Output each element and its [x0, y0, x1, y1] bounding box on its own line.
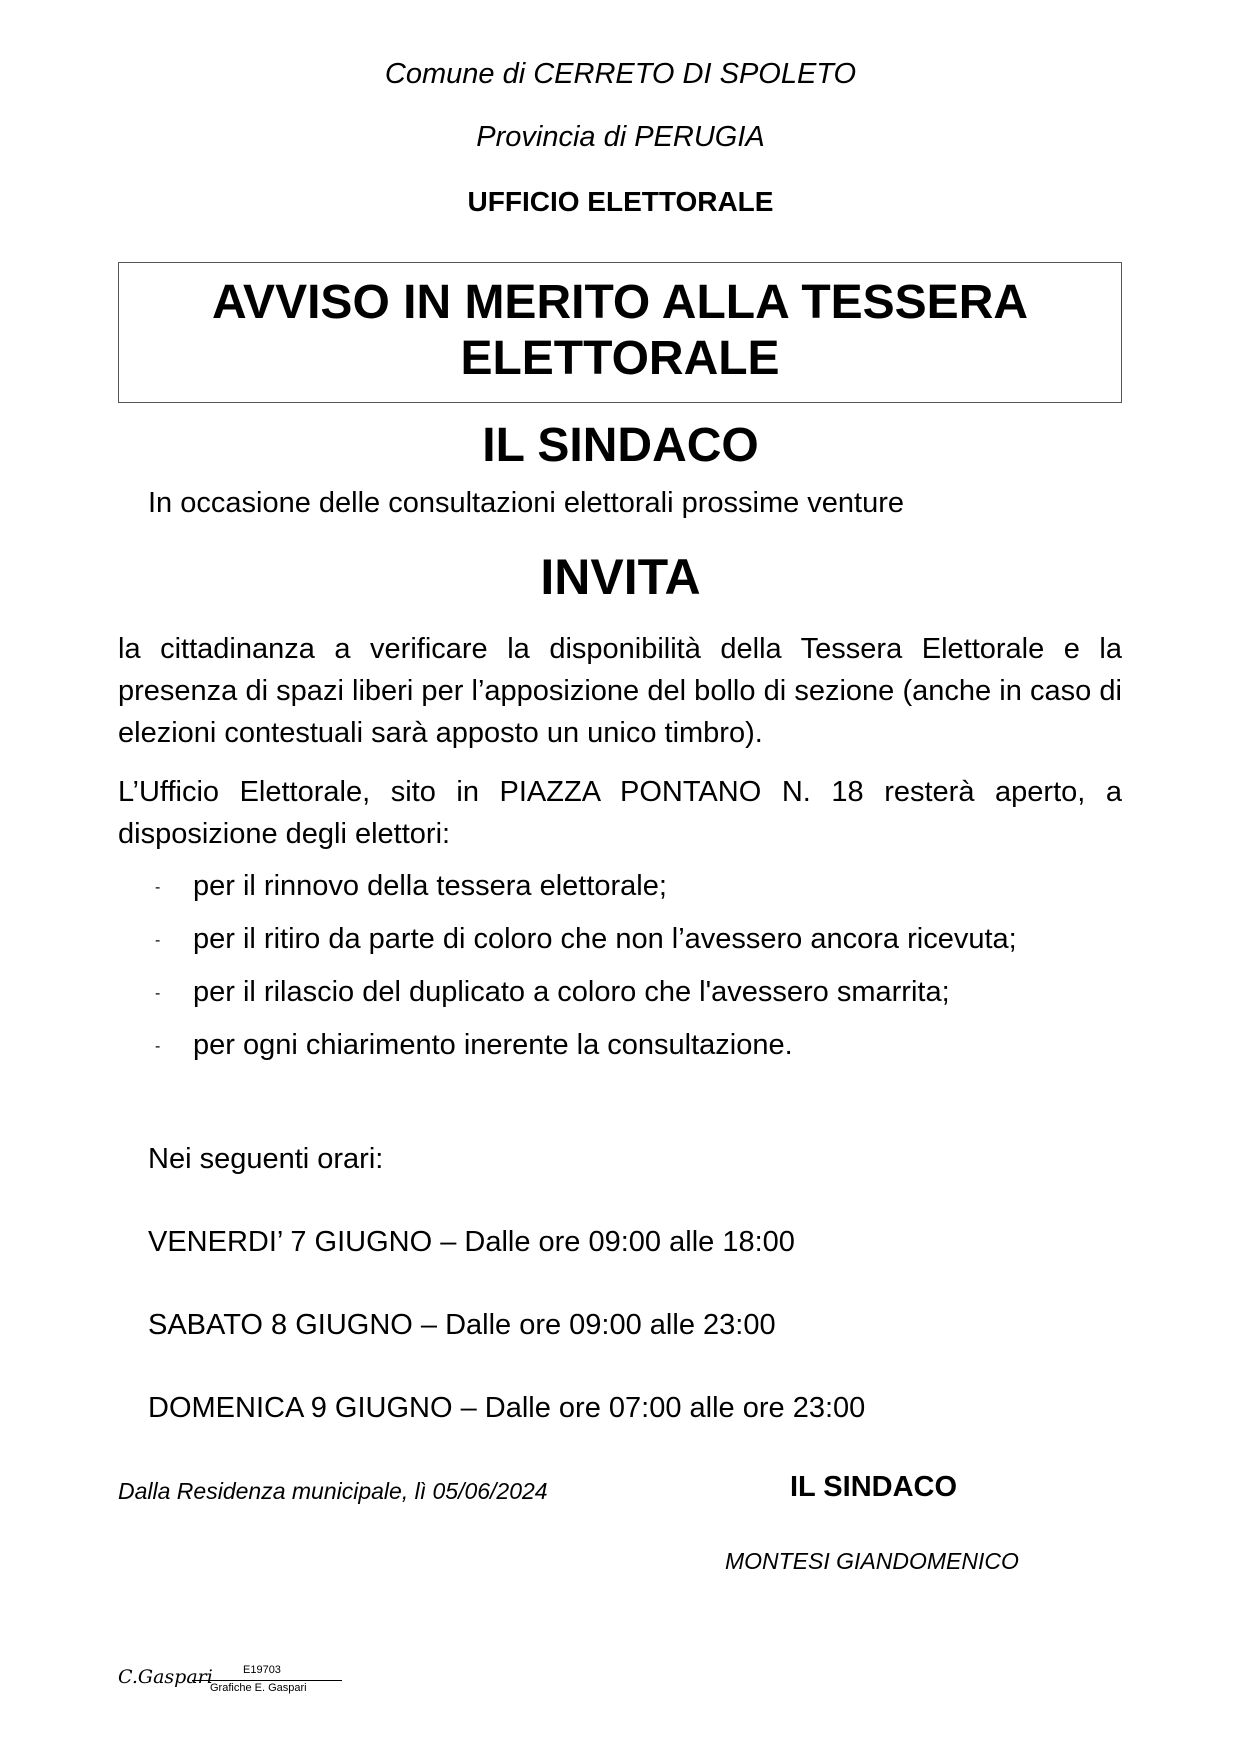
schedule-saturday: SABATO 8 GIUGNO – Dalle ore 09:00 alle 23:00	[148, 1309, 776, 1341]
printer-name: Grafiche E. Gaspari	[210, 1682, 307, 1694]
printer-rule	[192, 1680, 342, 1681]
bullet-dash: -	[155, 932, 161, 949]
signer-name: MONTESI GIANDOMENICO	[725, 1548, 1019, 1574]
notice-title-box	[118, 262, 1122, 403]
signer-title: IL SINDACO	[790, 1471, 958, 1503]
bullet-dash: -	[155, 879, 161, 896]
list-item-text: per il rinnovo della tessera elettorale;	[193, 870, 667, 902]
list-item-text: per ogni chiarimento inerente la consultazione.	[193, 1029, 793, 1061]
notice-title: AVVISO IN MERITO ALLA TESSERA ELETTORALE	[211, 275, 1029, 385]
invita-heading: INVITA	[540, 549, 701, 605]
orari-intro: Nei seguenti orari:	[148, 1143, 384, 1175]
provincia-name: Provincia di PERUGIA	[476, 121, 765, 153]
intro-text: In occasione delle consultazioni elettorali prossime venture	[148, 487, 905, 519]
list-item	[118, 918, 1122, 960]
printer-logo: C.Gaspari	[118, 1666, 213, 1688]
schedule-friday: VENERDI’ 7 GIUGNO – Dalle ore 09:00 alle 18:00	[148, 1226, 795, 1258]
sindaco-heading: IL SINDACO	[482, 419, 759, 472]
list-item-text: per il rilascio del duplicato a coloro che l'avessero smarrita;	[193, 976, 950, 1008]
printer-mark	[118, 1660, 348, 1700]
list-item-text: per il ritiro da parte di coloro che non l’avessero ancora ricevuta;	[193, 923, 1017, 955]
bullet-dash: -	[155, 985, 161, 1002]
ufficio-name: UFFICIO ELETTORALE	[467, 186, 774, 217]
paragraph-office: L’Ufficio Elettorale, sito in PIAZZA PONTANO N. 18 resterà aperto, a disposizione degli elettori:	[118, 776, 1122, 850]
paragraph-verify: la cittadinanza a verificare la disponibilità della Tessera Elettorale e la presenza di spazi liberi per l’apposizione del bollo di sezione (anche in caso di elezioni contestuali sarà apposto un unico timbro).	[118, 633, 1122, 749]
bullet-dash: -	[155, 1038, 161, 1055]
list-item	[118, 971, 1122, 1013]
comune-name: Comune di CERRETO DI SPOLETO	[384, 58, 857, 90]
schedule-sunday: DOMENICA 9 GIUGNO – Dalle ore 07:00 alle ore 23:00	[148, 1392, 866, 1424]
list-item	[118, 1024, 1122, 1066]
list-item	[118, 865, 1122, 907]
date-line: Dalla Residenza municipale, lì 05/06/2024	[118, 1478, 548, 1504]
printer-code: E19703	[243, 1664, 281, 1676]
services-list	[118, 865, 1122, 1077]
